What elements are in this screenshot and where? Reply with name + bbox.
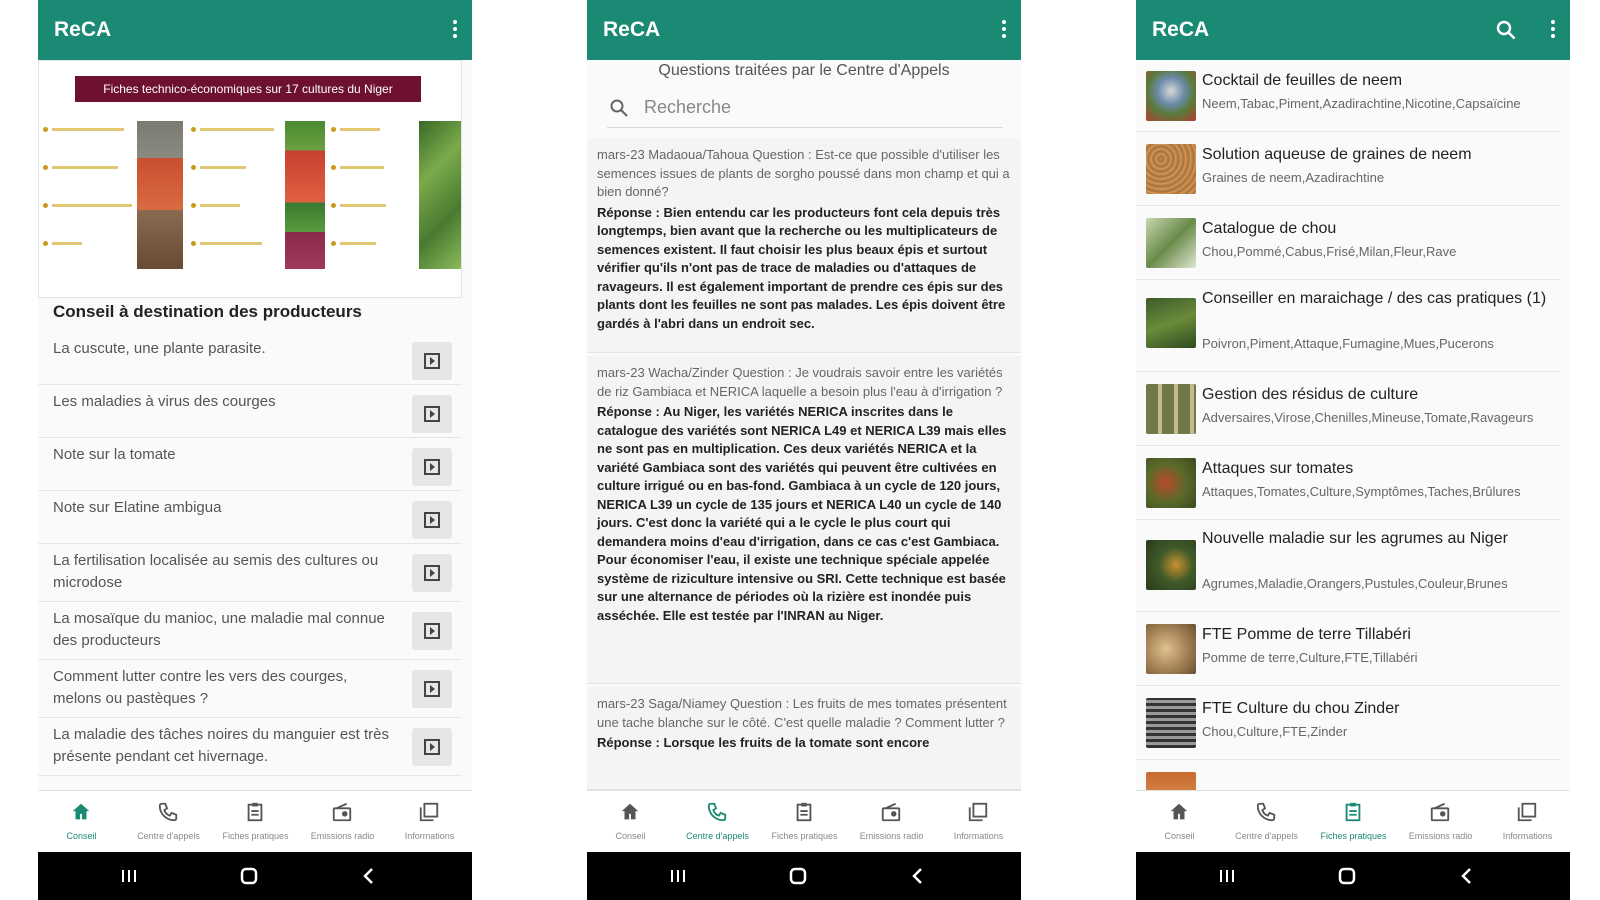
qa-answer: Réponse : Au Niger, les variétés NERICA inscrites dans le catalogue des variétés sont NERICA L49 et NERICA L39 mais elles ne sont pas en multiplication. Ces deux variétés NERICA et la variété Gambiaca sont des variétés qui peuvent être cultivées en culture irrigué ou en bas-fond. Gambiaca à un cycle de 120 jours, NERICA L39 un cycle de 135 jours et NERICA L40 un cycle de 140 jours. C'est donc la variété qui a le cycle le plus court qui demandera moins d'eau d'irrigation, dans ce cas c'est Gambiaca. Pour économiser l'eau, il existe une technique spéciale appelée système de riziculture intensive ou SRI. Cette technique est basée sur une alternance de périodes où la rizière est inondée puis asséchée. Elle est testée par l'INRAN au Niger.	[597, 404, 1007, 623]
qa-item[interactable]	[587, 138, 1021, 353]
nav-emissions-radio[interactable]: Emissions radio	[299, 791, 386, 853]
fiche-tags: Graines de neem,Azadirachtine	[1202, 170, 1385, 185]
qa-answer: Réponse : Bien entendu car les producteurs font cela depuis très longtemps, bien avant que la recherche ou les multiplicateurs de semences existent. Il faut choisir les plus beaux épis et surtout vérifier qu'ils n'ont pas de trace de maladies ou d'attaques de ravageurs. Il est également important de prendre ces épis sur des plants dont les feuilles ne sont pas malades. Les épis doivent être gardés à l'abri dans un endroit sec.	[597, 204, 1006, 331]
advice-item[interactable]	[38, 332, 462, 385]
nav-emissions-radio[interactable]: Emissions radio	[1397, 791, 1484, 853]
phone-icon	[1255, 801, 1277, 823]
radio-icon	[1429, 801, 1451, 823]
advice-item-label: La mosaïque du manioc, une maladie mal connue des producteurs	[53, 610, 385, 649]
app-bar	[587, 0, 1021, 60]
fiche-thumbnail	[1146, 698, 1196, 748]
fiche-thumbnail	[1146, 298, 1196, 348]
banner-crop-list	[43, 121, 135, 269]
back-icon[interactable]	[1456, 866, 1478, 886]
open-item-button[interactable]	[412, 670, 452, 708]
fiche-item[interactable]	[1136, 686, 1560, 760]
content	[587, 60, 1021, 790]
qa-answer: Réponse : Lorsque les fruits de la tomate sont encore	[597, 735, 930, 750]
nav-informations[interactable]: Informations	[386, 791, 472, 853]
fiche-tags: Chou,Culture,FTE,Zinder	[1202, 724, 1348, 739]
open-item-button[interactable]	[412, 728, 452, 766]
content	[38, 60, 472, 790]
advice-item-label: La fertilisation localisée au semis des cultures ou microdose	[53, 552, 379, 591]
fiche-item[interactable]	[1136, 520, 1560, 612]
recents-icon[interactable]	[667, 866, 689, 886]
fiche-item-partial[interactable]	[1136, 760, 1560, 790]
system-nav-bar	[1136, 852, 1570, 900]
content	[1136, 60, 1570, 790]
banner-crop-image	[285, 121, 325, 269]
banner-title: Fiches technico-économiques sur 17 cultures du Niger	[75, 76, 421, 102]
advice-item[interactable]	[38, 491, 462, 544]
fiche-thumbnail	[1146, 384, 1196, 434]
qa-item[interactable]	[587, 356, 1021, 684]
qa-question: mars-23 Saga/Niamey Question : Les fruits de mes tomates présentent une tache blanche sur le côté. C'est quelle maladie ? Comment lutter ?	[597, 696, 1007, 730]
nav-fiches-pratiques[interactable]: Fiches pratiques	[212, 791, 299, 853]
fiche-thumbnail	[1146, 71, 1196, 121]
fiche-tags: Chou,Pommé,Cabus,Frisé,Milan,Fleur,Rave	[1202, 244, 1457, 259]
fiche-tags: Neem,Tabac,Piment,Azadirachtine,Nicotine,Capsaïcine	[1202, 96, 1521, 111]
phone-icon	[706, 801, 728, 823]
fiche-item[interactable]	[1136, 280, 1560, 372]
open-item-button[interactable]	[412, 554, 452, 592]
open-icon	[422, 737, 442, 757]
advice-item[interactable]	[38, 718, 462, 776]
fiche-title: FTE Culture du chou Zinder	[1202, 700, 1400, 717]
banner-crop-list	[331, 121, 415, 269]
fiche-tags: Attaques,Tomates,Culture,Symptômes,Taches,Brûlures	[1202, 484, 1521, 499]
fiche-title: Attaques sur tomates	[1202, 460, 1354, 477]
clipboard-icon	[244, 801, 266, 823]
advice-item-label: Note sur Elatine ambigua	[53, 499, 222, 516]
open-icon	[422, 457, 442, 477]
nav-informations[interactable]: Informations	[935, 791, 1021, 853]
search-field[interactable]	[607, 88, 1003, 128]
nav-fiches-pratiques[interactable]: Fiches pratiques	[761, 791, 848, 853]
library-icon	[418, 801, 440, 823]
more-options-icon[interactable]	[1550, 20, 1556, 40]
qa-question: mars-23 Wacha/Zinder Question : Je voudrais savoir entre les variétés de riz Gambiaca et NERICA laquelle a besoin plus l'eau à d'irrigation ?	[597, 365, 1003, 399]
fiche-tags: Agrumes,Maladie,Orangers,Pustules,Couleur,Brunes	[1202, 576, 1508, 591]
fiches-banner[interactable]	[38, 60, 462, 298]
nav-conseil[interactable]: Conseil	[587, 791, 674, 853]
qa-question: mars-23 Madaoua/Tahoua Question : Est-ce que possible d'utiliser les semences issues de plants de sorgho poussé dans mon champ et qui a bien donné?	[597, 147, 1010, 199]
fiche-item[interactable]	[1136, 612, 1560, 686]
back-icon[interactable]	[358, 866, 380, 886]
fiche-item[interactable]	[1136, 372, 1560, 446]
banner-crop-image	[419, 121, 461, 269]
open-item-button[interactable]	[412, 448, 452, 486]
more-options-icon[interactable]	[1001, 20, 1007, 40]
home-icon	[619, 801, 641, 823]
screen-fiches-pratiques	[1136, 0, 1570, 900]
app-bar	[1136, 0, 1570, 60]
open-icon	[422, 404, 442, 424]
home-icon	[70, 801, 92, 823]
search-placeholder: Recherche	[644, 97, 732, 117]
nav-emissions-radio[interactable]: Emissions radio	[848, 791, 935, 853]
advice-item[interactable]	[38, 544, 462, 602]
radio-icon	[880, 801, 902, 823]
fiche-item[interactable]	[1136, 132, 1560, 206]
fiche-title: Gestion des résidus de culture	[1202, 386, 1419, 403]
back-icon[interactable]	[907, 866, 929, 886]
banner-crop-image	[137, 121, 183, 269]
fiche-thumbnail	[1146, 144, 1196, 194]
home-system-icon[interactable]	[238, 866, 260, 886]
open-icon	[422, 679, 442, 699]
recents-icon[interactable]	[1216, 866, 1238, 886]
bottom-navigation	[587, 790, 1021, 852]
fiche-tags: Adversaires,Virose,Chenilles,Mineuse,Tomate,Ravageurs	[1202, 410, 1534, 425]
home-system-icon[interactable]	[787, 866, 809, 886]
open-item-button[interactable]	[412, 612, 452, 650]
radio-icon	[331, 801, 353, 823]
fiche-title: Nouvelle maladie sur les agrumes au Niger	[1202, 530, 1508, 547]
open-item-button[interactable]	[412, 395, 452, 433]
advice-item-label: La maladie des tâches noires du manguier est très présente pendant cet hivernage.	[53, 726, 390, 765]
screen-conseil	[38, 0, 472, 900]
search-icon	[609, 98, 629, 118]
open-item-button[interactable]	[412, 342, 452, 380]
section-title: Conseil à destination des producteurs	[53, 302, 362, 321]
nav-centre-appels[interactable]: Centre d'appels	[674, 791, 761, 853]
bottom-navigation	[1136, 790, 1570, 852]
nav-fiches-pratiques[interactable]: Fiches pratiques	[1310, 791, 1397, 853]
bottom-navigation	[38, 790, 472, 852]
more-options-icon[interactable]	[452, 20, 458, 40]
fiche-item[interactable]	[1136, 60, 1560, 132]
open-icon	[422, 563, 442, 583]
fiche-tags: Poivron,Piment,Attaque,Fumagine,Mues,Pucerons	[1202, 336, 1494, 351]
open-icon	[422, 351, 442, 371]
fiche-thumbnail	[1146, 772, 1196, 790]
search-icon[interactable]	[1494, 18, 1518, 42]
advice-item[interactable]	[38, 438, 462, 491]
app-title: ReCA	[54, 18, 112, 41]
system-nav-bar	[587, 852, 1021, 900]
nav-centre-appels[interactable]: Centre d'appels	[125, 791, 212, 853]
fiche-title: Conseiller en maraichage / des cas pratiques (1)	[1202, 290, 1547, 307]
home-system-icon[interactable]	[1336, 866, 1358, 886]
open-icon	[422, 510, 442, 530]
app-title: ReCA	[1152, 18, 1210, 41]
fiche-thumbnail	[1146, 458, 1196, 508]
system-nav-bar	[38, 852, 472, 900]
fiche-thumbnail	[1146, 218, 1196, 268]
page-title: Questions traitées par le Centre d'Appels	[658, 62, 950, 79]
app-bar	[38, 0, 472, 60]
home-icon	[1168, 801, 1190, 823]
nav-conseil[interactable]: Conseil	[1136, 791, 1223, 853]
advice-item[interactable]	[38, 385, 462, 438]
fiche-thumbnail	[1146, 624, 1196, 674]
open-icon	[422, 621, 442, 641]
fiche-item[interactable]	[1136, 206, 1560, 280]
fiche-title: Cocktail de feuilles de neem	[1202, 72, 1403, 89]
library-icon	[967, 801, 989, 823]
screen-centre-appels	[587, 0, 1021, 900]
fiche-title: Catalogue de chou	[1202, 220, 1337, 237]
fiche-item[interactable]	[1136, 446, 1560, 520]
fiche-title: Solution aqueuse de graines de neem	[1202, 146, 1472, 163]
nav-centre-appels[interactable]: Centre d'appels	[1223, 791, 1310, 853]
advice-item[interactable]	[38, 660, 462, 718]
advice-item-label: La cuscute, une plante parasite.	[53, 340, 266, 357]
fiche-title: FTE Pomme de terre Tillabéri	[1202, 626, 1411, 643]
open-item-button[interactable]	[412, 501, 452, 539]
nav-conseil[interactable]: Conseil	[38, 791, 125, 853]
advice-item[interactable]	[38, 602, 462, 660]
advice-item-label: Comment lutter contre les vers des courges, melons ou pastèques ?	[53, 668, 348, 707]
recents-icon[interactable]	[118, 866, 140, 886]
advice-item-label: Les maladies à virus des courges	[53, 393, 276, 410]
banner-crop-list	[191, 121, 283, 269]
qa-item[interactable]	[587, 687, 1021, 790]
library-icon	[1516, 801, 1538, 823]
fiche-tags: Pomme de terre,Culture,FTE,Tillabéri	[1202, 650, 1418, 665]
clipboard-icon	[793, 801, 815, 823]
clipboard-icon	[1342, 801, 1364, 823]
nav-informations[interactable]: Informations	[1484, 791, 1570, 853]
fiche-thumbnail	[1146, 540, 1196, 590]
phone-icon	[157, 801, 179, 823]
advice-item-label: Note sur la tomate	[53, 446, 176, 463]
app-title: ReCA	[603, 18, 661, 41]
